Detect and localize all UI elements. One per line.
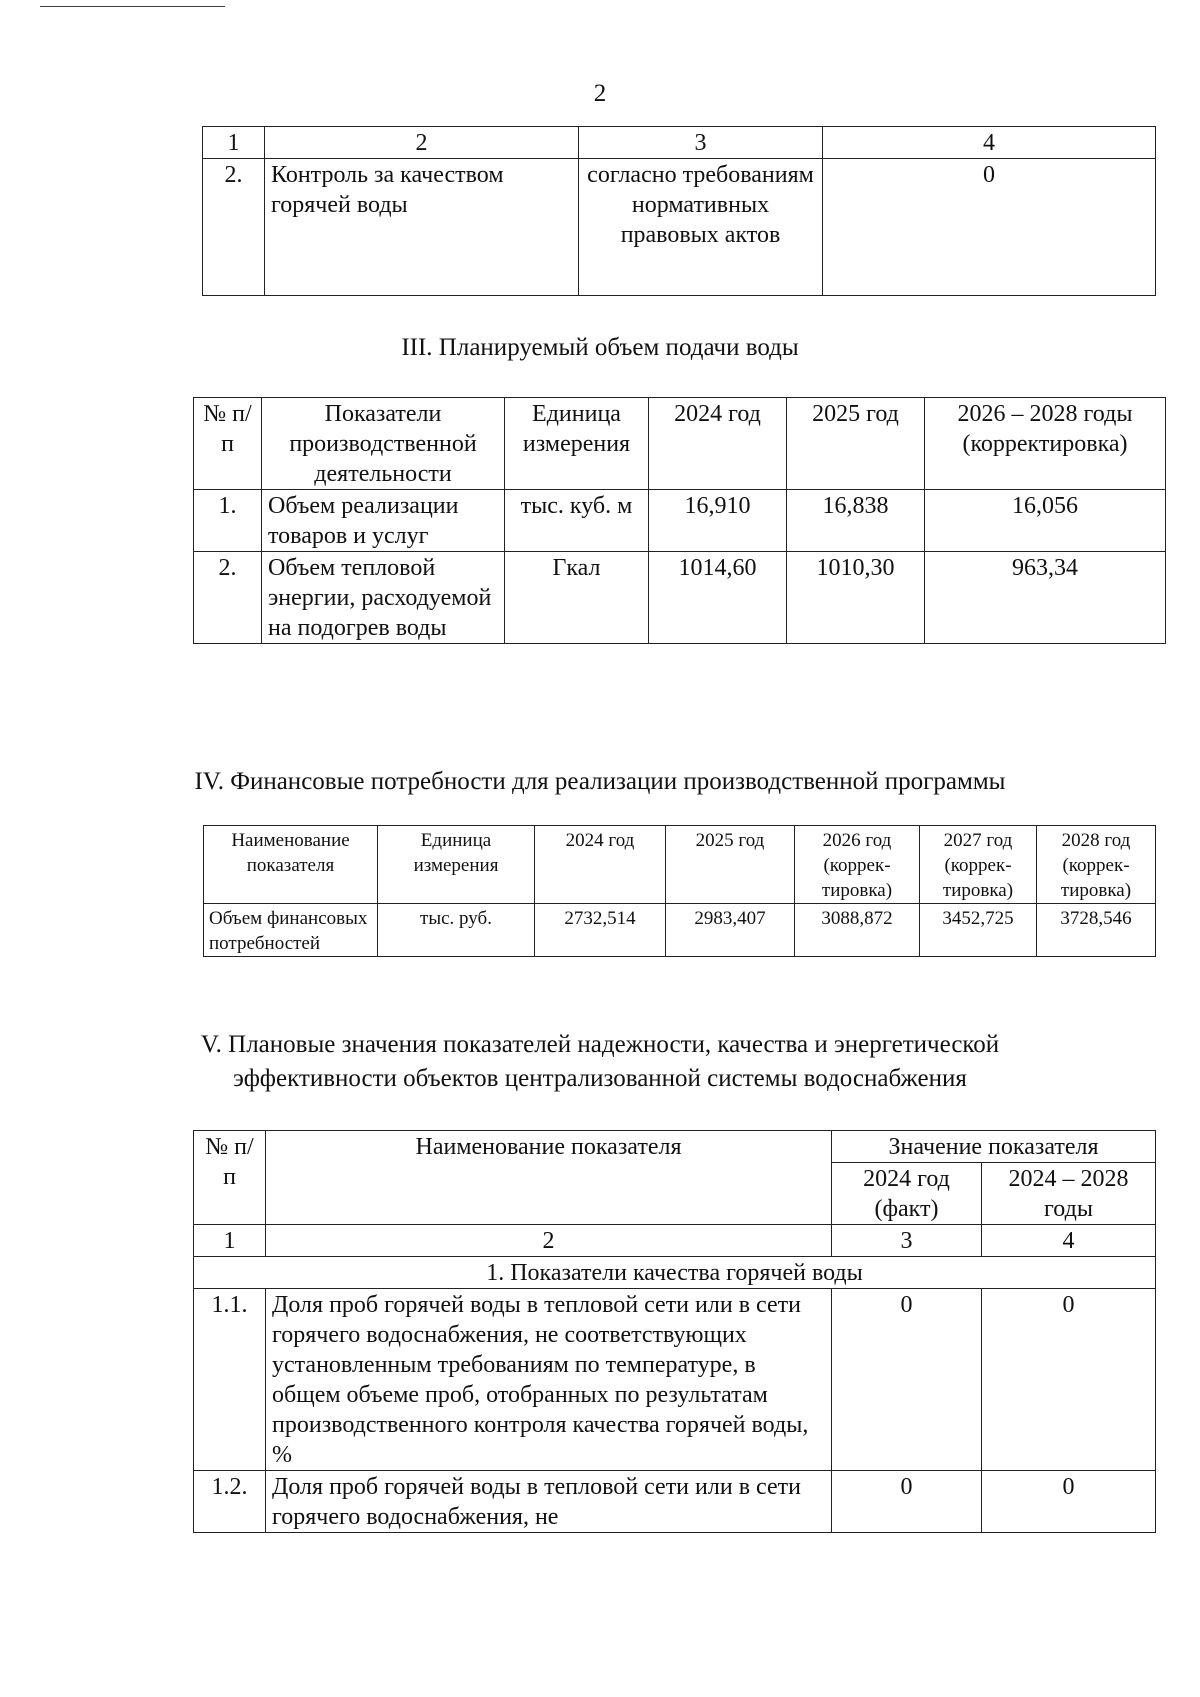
row-2028: 3728,546 [1037, 904, 1156, 957]
page-number: 2 [593, 80, 607, 107]
row-value: 0 [823, 159, 1156, 296]
row-2024: 16,910 [649, 490, 787, 552]
col-number: 2 [265, 127, 579, 159]
table-row [204, 904, 1156, 957]
row-number: 2. [194, 552, 262, 644]
table-row [194, 552, 1166, 644]
section-4-title: IV. Финансовые потребности для реализации производственной программы [194, 768, 1006, 795]
table-header-row [203, 127, 1156, 159]
header-2027: 2027 год (коррек-тировка) [920, 826, 1037, 904]
table-row [194, 1289, 1156, 1471]
table-row [194, 1471, 1156, 1533]
header-plan: 2024 – 2028 годы [982, 1163, 1156, 1225]
col-number: 4 [823, 127, 1156, 159]
row-name: Контроль за качеством горячей воды [265, 159, 579, 296]
quality-control-table [202, 126, 1156, 296]
row-requirement: согласно требованиям нормативных правовых актов [579, 159, 823, 296]
header-num: № п/п [194, 398, 262, 490]
water-supply-volume-table [193, 397, 1166, 644]
col-number: 1 [194, 1225, 266, 1257]
col-number: 2 [266, 1225, 832, 1257]
table-header-row [194, 398, 1166, 490]
row-2025: 1010,30 [787, 552, 925, 644]
header-rule [40, 6, 225, 7]
col-number: 3 [579, 127, 823, 159]
group-title: 1. Показатели качества горячей воды [194, 1257, 1156, 1289]
row-unit: тыс. руб. [378, 904, 535, 957]
row-2025: 2983,407 [666, 904, 795, 957]
row-2026-2028: 16,056 [925, 490, 1166, 552]
table-header-row [194, 1131, 1156, 1163]
row-plan: 0 [982, 1471, 1156, 1533]
header-name: Наименование показателя [204, 826, 378, 904]
row-name: Объем реализации товаров и услуг [262, 490, 505, 552]
header-2028: 2028 год (коррек-тировка) [1037, 826, 1156, 904]
row-2025: 16,838 [787, 490, 925, 552]
group-row [194, 1257, 1156, 1289]
row-number: 1. [194, 490, 262, 552]
header-fact: 2024 год (факт) [832, 1163, 982, 1225]
section-5-title-line1: V. Плановые значения показателей надежности, качества и энергетической [200, 1031, 1000, 1058]
col-number: 3 [832, 1225, 982, 1257]
row-number: 1.1. [194, 1289, 266, 1471]
column-number-row [194, 1225, 1156, 1257]
header-unit: Единица измерения [378, 826, 535, 904]
financial-needs-table [203, 825, 1156, 957]
row-fact: 0 [832, 1471, 982, 1533]
reliability-indicators-table [193, 1130, 1156, 1533]
row-2024: 2732,514 [535, 904, 666, 957]
row-2024: 1014,60 [649, 552, 787, 644]
header-value: Значение показателя [832, 1131, 1156, 1163]
row-number: 1.2. [194, 1471, 266, 1533]
row-number: 2. [203, 159, 265, 296]
row-2026: 3088,872 [795, 904, 920, 957]
header-unit: Единица измерения [505, 398, 649, 490]
row-unit: тыс. куб. м [505, 490, 649, 552]
header-2024: 2024 год [649, 398, 787, 490]
row-2027: 3452,725 [920, 904, 1037, 957]
header-2026-2028: 2026 – 2028 годы (корректировка) [925, 398, 1166, 490]
header-name: Наименование показателя [266, 1131, 832, 1225]
row-name: Доля проб горячей воды в тепловой сети или в сети горячего водоснабжения, не соответствующих установленным требованиям по температуре, в общем объеме проб, отобранных по результатам производственного контроля качества горячей воды, % [266, 1289, 832, 1471]
header-2026: 2026 год (коррек-тировка) [795, 826, 920, 904]
header-2024: 2024 год [535, 826, 666, 904]
header-indicator: Показатели производственной деятельности [262, 398, 505, 490]
row-2026-2028: 963,34 [925, 552, 1166, 644]
row-name: Объем тепловой энергии, расходуемой на подогрев воды [262, 552, 505, 644]
header-num: № п/п [194, 1131, 266, 1225]
table-row [203, 159, 1156, 296]
table-row [194, 490, 1166, 552]
row-name: Доля проб горячей воды в тепловой сети или в сети горячего водоснабжения, не [266, 1471, 832, 1533]
section-3-title: III. Планируемый объем подачи воды [401, 334, 799, 361]
col-number: 1 [203, 127, 265, 159]
row-plan: 0 [982, 1289, 1156, 1471]
row-name: Объем финансовых потребностей [204, 904, 378, 957]
row-fact: 0 [832, 1289, 982, 1471]
row-unit: Гкал [505, 552, 649, 644]
header-2025: 2025 год [787, 398, 925, 490]
col-number: 4 [982, 1225, 1156, 1257]
section-5-title-line2: эффективности объектов централизованной системы водоснабжения [233, 1065, 967, 1092]
table-header-row [204, 826, 1156, 904]
header-2025: 2025 год [666, 826, 795, 904]
